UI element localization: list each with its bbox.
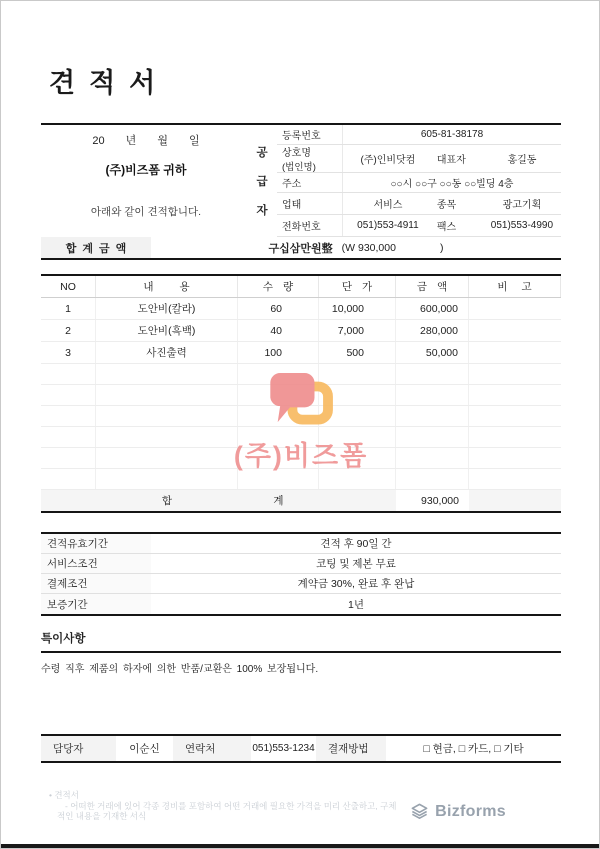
business-type-label-cell — [277, 193, 343, 214]
item-row-3 — [41, 342, 561, 364]
item-unit-price: 7,000 — [319, 320, 396, 341]
special-notes-box — [41, 651, 561, 675]
ceo-name: 홍길동 — [507, 155, 537, 166]
corporate-name-label: (법인명) — [282, 162, 316, 173]
empty-cell — [41, 385, 96, 405]
item-unit-price: 10,000 — [319, 298, 396, 319]
address-value-cell — [343, 173, 561, 192]
condition-label: 보증기간 — [47, 598, 88, 611]
item-row-1 — [41, 298, 561, 320]
empty-row — [41, 427, 561, 448]
condition-row-warranty — [41, 594, 561, 614]
item-amount: 50,000 — [396, 342, 469, 363]
empty-cell — [41, 406, 96, 426]
business-type-label: 업태 — [282, 200, 302, 211]
condition-row-service — [41, 554, 561, 574]
empty-cell — [396, 448, 469, 468]
brand-name: Bizforms — [435, 802, 506, 820]
condition-label-cell — [41, 594, 151, 614]
footer-definition — [49, 790, 449, 822]
empty-cell — [319, 427, 396, 447]
empty-cell — [396, 364, 469, 384]
conditions-table — [41, 532, 561, 616]
header-amount — [396, 276, 469, 297]
item-unit-price: 500 — [319, 342, 396, 363]
supplier-row-name — [277, 145, 561, 173]
empty-cell — [41, 469, 96, 489]
sum-row — [41, 490, 561, 513]
ceo-label: 대표자 — [436, 155, 466, 166]
sum-empty-cell — [41, 490, 96, 511]
item-quantity: 40 — [238, 320, 319, 341]
registration-label-cell — [277, 125, 343, 144]
layers-icon — [410, 802, 429, 821]
recipient-name: (주)비즈폼 귀하 — [105, 163, 187, 177]
empty-cell — [238, 385, 319, 405]
item-amount: 600,000 — [396, 298, 469, 319]
condition-label-cell — [41, 554, 151, 573]
footer-description-line2: 적인 내용을 기재한 서식 — [57, 811, 147, 821]
address-value: ○○시 ○○구 ○○동 ○○빌딩 4층 — [390, 179, 514, 190]
item-note — [469, 298, 561, 319]
contact-label-cell — [173, 736, 251, 761]
contact-row — [41, 734, 561, 763]
footer-description-line1: - 어떠한 거래에 있어 각종 경비를 포함하여 어떤 거래에 필요한 가격을 미리 산출하고, 구체 — [65, 800, 397, 811]
supplier-table — [251, 125, 561, 237]
empty-cell — [469, 469, 561, 489]
special-notes-title: 특이사항 — [41, 633, 86, 645]
supplier-row-address — [277, 173, 561, 193]
page-title: 견적서 — [49, 68, 170, 98]
sum-label-1: 합 — [161, 495, 173, 507]
total-amount-paren: ) — [439, 241, 444, 254]
empty-cell — [396, 406, 469, 426]
empty-row — [41, 448, 561, 469]
condition-label-cell — [41, 574, 151, 593]
business-item-label-cell — [433, 196, 483, 211]
item-note — [469, 320, 561, 341]
ceo-label-cell — [433, 151, 483, 166]
empty-cell — [469, 364, 561, 384]
supplier-row-phone — [277, 215, 561, 237]
item-quantity: 60 — [238, 298, 319, 319]
date-line: 20 년 월 일 — [92, 135, 200, 147]
fax-number: 051)553-4990 — [490, 220, 554, 231]
item-no: 1 — [41, 298, 96, 319]
empty-cell — [396, 385, 469, 405]
company-name-label-cell — [277, 145, 343, 172]
items-header-row — [41, 276, 561, 298]
item-description: 도안비(칼라) — [96, 298, 238, 319]
header-description — [96, 276, 238, 297]
fax-label-cell — [433, 218, 483, 233]
empty-cell — [319, 364, 396, 384]
header-note — [469, 276, 561, 297]
empty-cell — [96, 364, 238, 384]
item-description: 도안비(흑백) — [96, 320, 238, 341]
condition-label: 견적유효기간 — [47, 538, 108, 550]
empty-cell — [96, 448, 238, 468]
phone-value-cell — [343, 215, 561, 236]
item-description: 사진출력 — [96, 342, 238, 363]
item-row-2 — [41, 320, 561, 342]
recipient-section — [41, 125, 251, 237]
header-no-label: NO — [60, 280, 76, 293]
business-value-cell — [343, 193, 561, 214]
sum-label-2: 계 — [273, 495, 284, 507]
empty-cell — [469, 406, 561, 426]
header-unit-price-label: 단가 — [341, 281, 383, 293]
payment-method-label: 결재방법 — [328, 743, 369, 755]
item-amount: 280,000 — [396, 320, 469, 341]
item-no: 2 — [41, 320, 96, 341]
item-quantity: 100 — [238, 342, 319, 363]
supplier-rows — [277, 125, 561, 237]
header-quantity — [238, 276, 319, 297]
supplier-side-label: 공급자 — [256, 147, 268, 217]
sum-empty-cell — [469, 490, 561, 511]
registration-value-cell — [343, 125, 561, 144]
empty-row — [41, 385, 561, 406]
total-amount-row — [41, 237, 561, 260]
header-section — [41, 123, 561, 237]
supplier-row-business — [277, 193, 561, 215]
condition-label: 결제조건 — [47, 578, 88, 590]
document-content — [41, 1, 561, 848]
manager-name: 이순신 — [129, 743, 160, 755]
registration-label: 등록번호 — [282, 131, 321, 142]
business-type-value: 서비스 — [373, 200, 403, 211]
sum-amount: 930,000 — [396, 490, 469, 511]
total-amount-figure: (W 930,000 — [341, 241, 396, 254]
header-unit-price — [319, 276, 396, 297]
bottom-edge-bar — [1, 844, 599, 848]
items-table — [41, 274, 561, 513]
empty-cell — [469, 427, 561, 447]
address-label-cell — [277, 173, 343, 192]
business-item-label: 종목 — [436, 200, 457, 211]
phone-number: 051)553-4911 — [357, 220, 419, 231]
empty-row — [41, 364, 561, 385]
manager-label: 담당자 — [53, 743, 84, 755]
empty-row — [41, 406, 561, 427]
header-no — [41, 276, 96, 297]
condition-row-payment — [41, 574, 561, 594]
empty-cell — [469, 448, 561, 468]
empty-cell — [319, 469, 396, 489]
empty-cell — [319, 448, 396, 468]
empty-cell — [396, 469, 469, 489]
total-amount-label: 합계금액 — [41, 237, 151, 258]
sum-empty-cell — [319, 490, 396, 511]
empty-cell — [41, 448, 96, 468]
total-amount-value — [151, 237, 561, 258]
empty-cell — [96, 427, 238, 447]
special-notes-text: 수령 직후 제품의 하자에 의한 반품/교환은 100% 보장됩니다. — [41, 664, 319, 675]
empty-cell — [238, 364, 319, 384]
empty-cell — [96, 406, 238, 426]
registration-number: 605-81-38178 — [420, 129, 484, 140]
empty-cell — [469, 385, 561, 405]
phone-label: 전화번호 — [282, 222, 321, 233]
phone-label-cell — [277, 215, 343, 236]
condition-value: 코팅 및 제본 무료 — [316, 558, 396, 570]
contact-phone: 051)553-1234 — [252, 743, 315, 754]
empty-cell — [96, 385, 238, 405]
empty-cell — [238, 406, 319, 426]
condition-value: 견적 후 90일 간 — [320, 538, 392, 550]
company-name-value-cell — [343, 145, 561, 172]
condition-label: 서비스조건 — [47, 558, 98, 570]
condition-label-cell — [41, 534, 151, 553]
item-note — [469, 342, 561, 363]
condition-value: 1년 — [348, 598, 364, 611]
empty-cell — [96, 469, 238, 489]
contact-label: 연락처 — [185, 743, 216, 755]
address-label: 주소 — [282, 179, 302, 190]
empty-cell — [41, 364, 96, 384]
business-item-value: 광고기획 — [502, 200, 542, 211]
payment-method-label-cell — [316, 736, 386, 761]
empty-cell — [238, 469, 319, 489]
footer-term: • 견적서 — [49, 790, 79, 800]
empty-cell — [41, 427, 96, 447]
header-amount-label: 금액 — [416, 281, 458, 293]
header-note-label: 비고 — [497, 281, 546, 293]
payment-options: □ 현금, □ 카드, □ 기타 — [423, 743, 524, 755]
empty-cell — [396, 427, 469, 447]
bizforms-brand — [410, 802, 506, 821]
fax-label: 팩스 — [436, 222, 457, 233]
condition-row-validity — [41, 534, 561, 554]
empty-cell — [319, 385, 396, 405]
watermark-text: (주)비즈폼 — [233, 441, 369, 471]
header-quantity-label: 수량 — [262, 281, 304, 293]
company-name-label: 상호명 — [282, 148, 311, 159]
empty-cell — [319, 406, 396, 426]
item-no: 3 — [41, 342, 96, 363]
empty-cell — [238, 427, 319, 447]
empty-cell — [238, 448, 319, 468]
greeting-text: 아래와 같이 견적합니다. — [90, 206, 202, 218]
empty-row — [41, 469, 561, 490]
total-amount-korean: 구십삼만원整 — [268, 242, 333, 255]
header-description-label: 내용 — [143, 281, 216, 293]
condition-value: 계약금 30%, 완료 후 완납 — [297, 578, 415, 590]
company-name: (주)인비닷컴 — [360, 155, 416, 166]
supplier-row-registration — [277, 125, 561, 145]
manager-label-cell — [41, 736, 116, 761]
